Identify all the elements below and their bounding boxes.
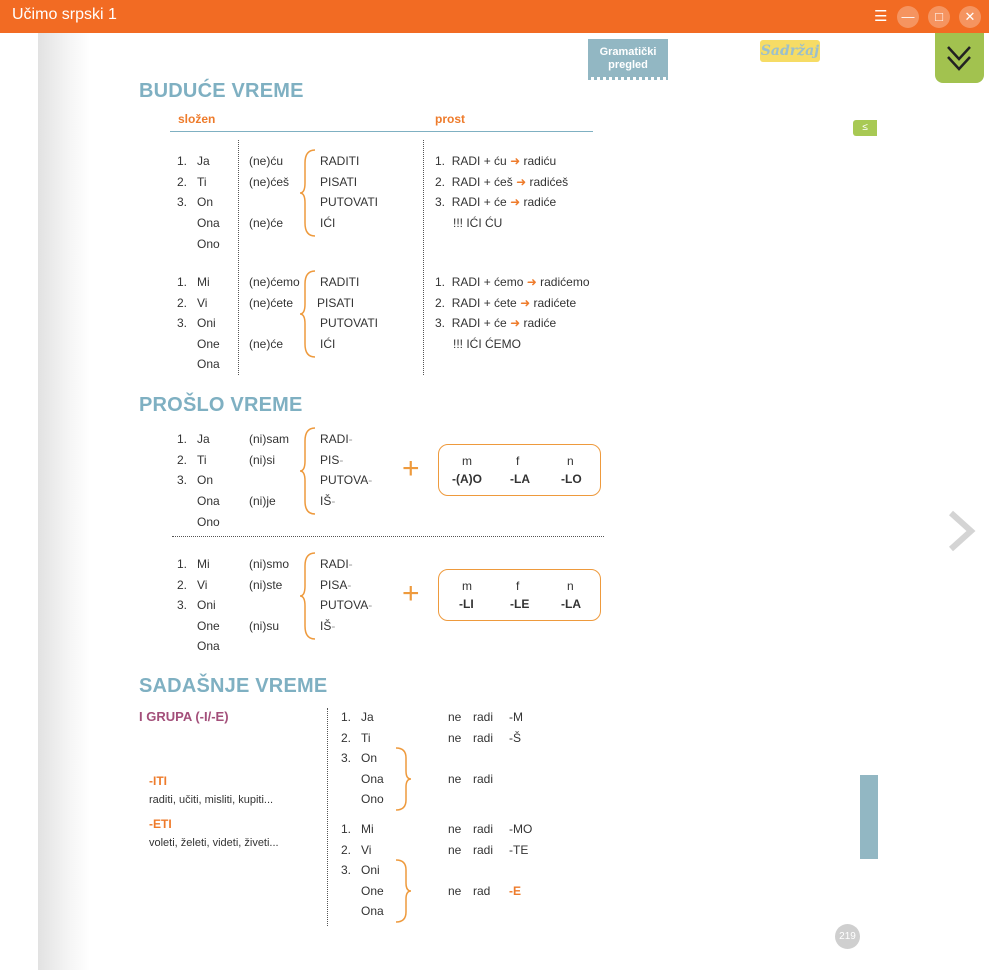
arrow-right-icon: ➜ — [526, 275, 537, 289]
pronoun: Ja — [197, 154, 210, 168]
eti-suffix-label: -ETI — [149, 817, 172, 831]
iti-suffix-label: -ITI — [149, 774, 167, 788]
plus-icon: + — [402, 577, 420, 610]
arrow-right-icon: ➜ — [516, 175, 527, 189]
maximize-icon[interactable]: □ — [928, 6, 950, 28]
ending: -(A)O — [452, 472, 482, 486]
right-brace — [393, 746, 413, 812]
infinitive: IĆI — [320, 216, 336, 230]
person-number: 2. — [435, 175, 446, 189]
negation: ne — [448, 822, 462, 836]
verb-stem: radi — [473, 772, 494, 786]
result-form: radiću — [523, 154, 557, 168]
ending: -LI — [459, 597, 474, 611]
pronoun: Ona — [361, 772, 384, 786]
ending: -E — [509, 884, 521, 898]
stem-dash: - — [348, 557, 353, 571]
gender-label: m — [462, 454, 472, 468]
pronoun: On — [361, 751, 378, 765]
auxiliary-verb: (ni)si — [249, 453, 275, 467]
hamburger-icon[interactable]: ☰ — [874, 8, 888, 25]
stem-text: PUTOVA — [320, 473, 369, 487]
negation: ne — [448, 731, 462, 745]
verb-stem — [320, 578, 351, 592]
stem-text: IŠ — [320, 494, 332, 508]
grammar-overview-label-2: pregled — [608, 59, 648, 71]
pronoun: Oni — [197, 598, 216, 612]
left-brace — [299, 148, 319, 238]
pronoun: Oni — [197, 316, 216, 330]
page-number: 219 — [835, 924, 860, 949]
pronoun: Vi — [361, 843, 372, 857]
auxiliary-verb: (ne)ćeš — [249, 175, 290, 189]
pronoun: Mi — [361, 822, 374, 836]
formula: RADI + ćete — [451, 296, 517, 310]
arrow-right-icon: ➜ — [510, 316, 521, 330]
contents-button[interactable]: Sadržaj — [760, 40, 820, 62]
auxiliary-verb: (ni)sam — [249, 432, 290, 446]
simple-row — [435, 275, 590, 289]
pronoun: Ja — [361, 710, 374, 724]
simple-row — [435, 175, 568, 189]
negation: ne — [448, 710, 462, 724]
result-form: radiće — [523, 195, 557, 209]
person-number: 1. — [341, 710, 352, 724]
stem-dash: - — [368, 473, 373, 487]
formula: RADI + će — [451, 195, 507, 209]
auxiliary-verb: (ni)smo — [249, 557, 290, 571]
gender-label: n — [567, 579, 574, 593]
person-number: 1. — [435, 154, 446, 168]
infinitive: PUTOVATI — [320, 195, 379, 209]
compound-column-header: složen — [178, 112, 216, 126]
pronoun: Vi — [197, 578, 208, 592]
stem-text: RADI — [320, 432, 349, 446]
stem-text: PUTOVA — [320, 598, 369, 612]
verb-stem: radi — [473, 843, 494, 857]
column-divider — [238, 140, 239, 375]
stem-dash: - — [339, 453, 344, 467]
pronoun: Ono — [197, 515, 220, 529]
pronoun: Ona — [361, 904, 384, 918]
person-number: 3. — [177, 195, 188, 209]
gender-label: m — [462, 579, 472, 593]
vertical-section-tab[interactable] — [860, 775, 878, 859]
verb-stem — [320, 494, 335, 508]
formula: RADI + će — [451, 316, 507, 330]
ending: -Š — [509, 731, 521, 745]
ending-box — [438, 444, 601, 496]
person-number: 3. — [177, 598, 188, 612]
double-chevron-down-icon — [935, 33, 984, 83]
pronoun: On — [197, 473, 214, 487]
stem-text: PISA — [320, 578, 348, 592]
future-tense-title: BUDUĆE VREME — [139, 80, 304, 102]
ending: -LO — [561, 472, 582, 486]
verb-stem — [320, 473, 372, 487]
ending: -LA — [510, 472, 530, 486]
header-divider — [170, 131, 593, 132]
stem-dash: - — [347, 578, 352, 592]
exception-note: !!! IĆI ĆU — [453, 216, 503, 230]
auxiliary-verb: (ne)će — [249, 216, 284, 230]
person-number: 2. — [177, 175, 188, 189]
stem-text: RADI — [320, 557, 349, 571]
person-number: 2. — [177, 453, 188, 467]
verb-stem: rad — [473, 884, 491, 898]
verb-stem — [320, 619, 335, 633]
book-spine-shadow — [38, 33, 90, 970]
pronoun: One — [197, 619, 220, 633]
pronoun: One — [197, 337, 220, 351]
pronoun: Oni — [361, 863, 380, 877]
person-number: 1. — [177, 154, 188, 168]
simple-row — [435, 195, 556, 209]
next-page-button[interactable] — [944, 508, 978, 554]
infinitive: PISATI — [320, 175, 358, 189]
ending-box — [438, 569, 601, 621]
person-number: 2. — [177, 578, 188, 592]
infinitive: RADITI — [320, 154, 360, 168]
pronoun: Vi — [197, 296, 208, 310]
person-number: 3. — [341, 863, 352, 877]
person-number: 1. — [177, 557, 188, 571]
person-number: 3. — [435, 195, 446, 209]
result-form: radićeš — [529, 175, 569, 189]
formula: RADI + ću — [451, 154, 507, 168]
side-bookmark-tab[interactable]: ≤ — [853, 120, 877, 136]
result-form: radićete — [533, 296, 577, 310]
pronoun: Mi — [197, 557, 210, 571]
person-number: 1. — [177, 432, 188, 446]
collapse-button[interactable] — [935, 33, 984, 83]
pronoun: Mi — [197, 275, 210, 289]
simple-row — [435, 316, 556, 330]
arrow-right-icon: ➜ — [520, 296, 531, 310]
negation: ne — [448, 884, 462, 898]
person-number: 3. — [177, 473, 188, 487]
pronoun: On — [197, 195, 214, 209]
verb-stem — [320, 598, 372, 612]
person-number: 3. — [435, 316, 446, 330]
app-title: Učimo srpski 1 — [12, 6, 117, 23]
section-divider — [172, 536, 604, 537]
person-number: 1. — [341, 822, 352, 836]
pronoun: Ja — [197, 432, 210, 446]
grammar-overview-label: Gramatički — [599, 46, 657, 58]
auxiliary-verb: (ni)je — [249, 494, 276, 508]
arrow-right-icon: ➜ — [510, 195, 521, 209]
verb-stem: radi — [473, 731, 494, 745]
pronoun: Ona — [197, 216, 220, 230]
pronoun: Ti — [361, 731, 371, 745]
infinitive: PUTOVATI — [320, 316, 379, 330]
auxiliary-verb: (ne)će — [249, 337, 284, 351]
person-number: 1. — [435, 275, 446, 289]
person-number: 3. — [177, 316, 188, 330]
stem-dash: - — [331, 494, 336, 508]
simple-column-header: prost — [435, 112, 465, 126]
pronoun: Ono — [361, 792, 384, 806]
infinitive: RADITI — [320, 275, 360, 289]
stem-text: IŠ — [320, 619, 332, 633]
chevron-right-icon — [944, 508, 978, 554]
present-tense-title: SADAŠNJE VREME — [139, 675, 328, 697]
pronoun: Ona — [197, 639, 220, 653]
verb-stem: radi — [473, 710, 494, 724]
auxiliary-verb: (ni)su — [249, 619, 280, 633]
auxiliary-verb: (ne)ću — [249, 154, 284, 168]
person-number: 2. — [177, 296, 188, 310]
past-tense-title: PROŠLO VREME — [139, 394, 303, 416]
iti-examples: raditi, učiti, misliti, kupiti... — [149, 794, 274, 806]
pronoun: Ona — [197, 357, 220, 371]
column-divider — [423, 140, 424, 375]
eti-examples: voleti, želeti, videti, živeti... — [149, 837, 279, 849]
ending: -LA — [561, 597, 581, 611]
simple-row — [435, 154, 556, 168]
pronoun: Ti — [197, 453, 207, 467]
left-brace — [299, 426, 319, 516]
ending: -M — [509, 710, 523, 724]
minimize-icon[interactable]: — — [897, 6, 919, 28]
stem-text: PIS — [320, 453, 340, 467]
verb-stem — [320, 557, 353, 571]
simple-row — [435, 296, 576, 310]
formula: RADI + ćemo — [451, 275, 524, 289]
auxiliary-verb: (ni)ste — [249, 578, 283, 592]
formula: RADI + ćeš — [451, 175, 513, 189]
gender-label: n — [567, 454, 574, 468]
column-divider — [327, 708, 328, 926]
person-number: 1. — [177, 275, 188, 289]
negation: ne — [448, 772, 462, 786]
plus-icon: + — [402, 452, 420, 485]
left-brace — [299, 269, 319, 359]
pronoun: Ona — [197, 494, 220, 508]
gender-label: f — [516, 454, 520, 468]
pronoun: Ti — [197, 175, 207, 189]
verb-stem: radi — [473, 822, 494, 836]
stem-dash: - — [331, 619, 336, 633]
title-bar — [0, 0, 989, 33]
close-icon[interactable]: ✕ — [959, 6, 981, 28]
left-brace — [299, 551, 319, 641]
stem-dash: - — [368, 598, 373, 612]
person-number: 3. — [341, 751, 352, 765]
ending: -TE — [509, 843, 529, 857]
arrow-right-icon: ➜ — [510, 154, 521, 168]
verb-group-label: I GRUPA (-I/-E) — [139, 709, 229, 724]
gender-label: f — [516, 579, 520, 593]
verb-stem — [320, 432, 353, 446]
stem-dash: - — [348, 432, 353, 446]
person-number: 2. — [341, 731, 352, 745]
ending: -LE — [510, 597, 530, 611]
result-form: radiće — [523, 316, 557, 330]
person-number: 2. — [341, 843, 352, 857]
right-brace — [393, 858, 413, 924]
auxiliary-verb: (ne)ćemo — [249, 275, 300, 289]
pronoun: One — [361, 884, 384, 898]
person-number: 2. — [435, 296, 446, 310]
infinitive: IĆI — [320, 337, 336, 351]
grammar-overview-button[interactable] — [588, 39, 668, 77]
exception-note: !!! IĆI ĆEMO — [453, 337, 522, 351]
auxiliary-verb: (ne)ćete — [249, 296, 294, 310]
ending: -MO — [509, 822, 533, 836]
infinitive: PISATI — [317, 296, 355, 310]
result-form: radićemo — [540, 275, 590, 289]
verb-stem — [320, 453, 343, 467]
pronoun: Ono — [197, 237, 220, 251]
negation: ne — [448, 843, 462, 857]
